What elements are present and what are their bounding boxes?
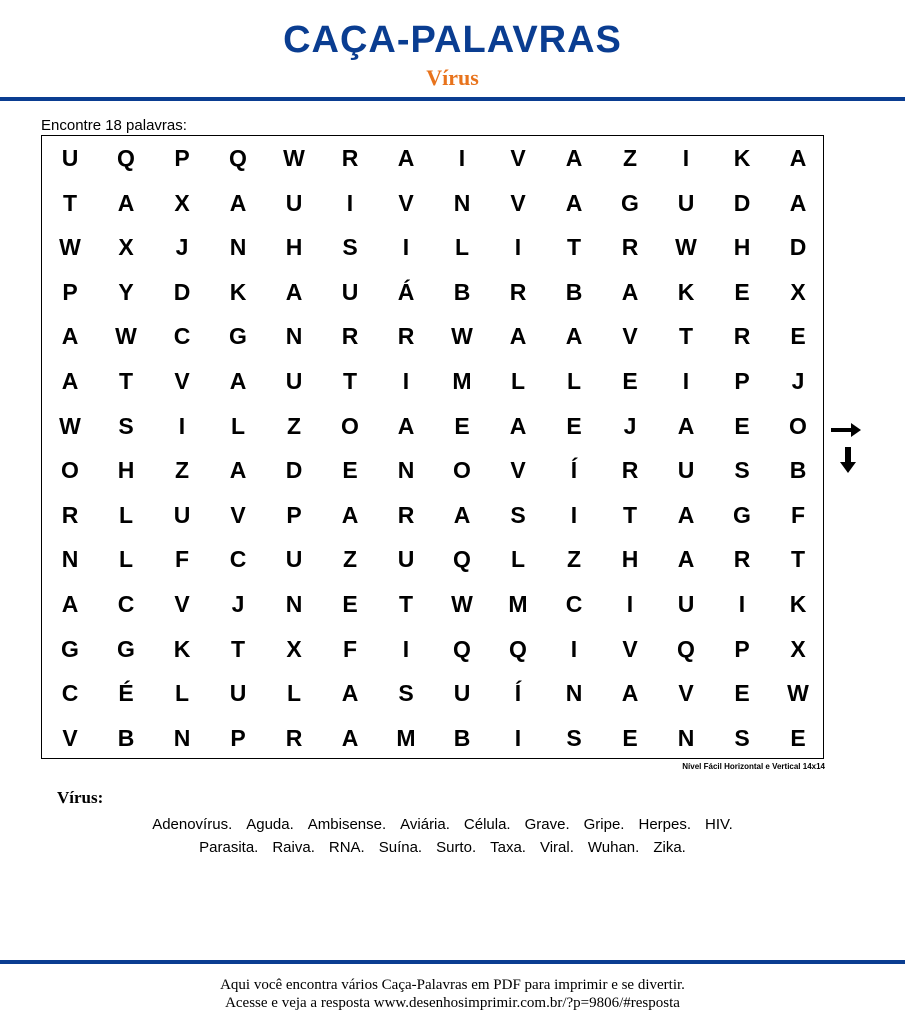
grid-letter: V [174,368,190,394]
grid-letter: X [174,189,190,216]
grid-letter: C [117,591,135,617]
grid-letter: W [115,323,137,350]
grid-letter: H [621,546,639,573]
grid-letter: A [509,323,527,350]
grid-letter: A [565,323,583,350]
grid-letter: E [566,412,582,439]
arrow-down-icon [838,445,858,475]
grid-letter: A [789,189,807,216]
grid-letter: C [173,323,191,350]
grid-letter: I [458,145,466,171]
grid-letter: V [174,591,190,617]
grid-letter: Í [514,680,522,707]
grid-letter: V [230,501,246,528]
word-list-title: Vírus: [57,788,104,807]
grid-letter: T [678,323,694,350]
word-list-item: Ambisense. [307,816,387,833]
grid-letter: L [510,368,526,394]
word-list-item: Gripe. [583,816,625,833]
grid-letter: L [174,680,190,707]
word-list-item: Célula. [463,816,511,833]
word-list-item: Suína. [378,839,423,856]
grid-letter: N [61,546,79,573]
grid-letter: E [454,412,470,439]
word-list-item: Viral. [539,839,574,856]
grid-letter: A [229,368,247,394]
grid-letter: G [117,635,135,662]
grid-letter: I [682,145,690,171]
word-list-item: Parasita. [199,839,259,856]
grid-letter: A [453,501,471,528]
grid-letter: A [341,501,359,528]
grid-letter: E [342,591,358,617]
arrow-right-icon [829,420,863,440]
page-subtitle: Vírus [426,65,479,90]
grid-letter: M [396,724,416,751]
grid-letter: A [61,591,79,617]
grid-letter: L [510,546,526,573]
level-note: Nível Fácil Horizontal e Vertical 14x14 [682,762,825,771]
grid-letter: E [734,278,750,305]
grid-letter: J [623,412,637,439]
grid-letter: C [565,591,583,617]
footer-line-1: Aqui você encontra vários Caça-Palavras em PDF para imprimir e se divertir. [220,977,685,993]
grid-letter: L [454,234,470,261]
grid-letter: O [789,412,807,439]
grid-letter: T [566,234,582,261]
grid-letter: A [677,412,695,439]
grid-letter: G [733,501,751,528]
grid-letter: D [789,234,807,261]
word-list-item: Herpes. [638,816,692,833]
grid-letter: A [229,189,247,216]
grid-letter: Z [174,457,190,484]
grid-letter: W [675,234,697,261]
grid-letter: N [397,457,415,484]
grid-letter: Q [509,635,527,662]
grid-letter: B [453,724,471,751]
grid-letter: M [508,591,528,617]
grid-letter: E [790,724,806,751]
grid-letter: N [173,724,191,751]
grid-letter: E [790,323,806,350]
grid-letter: L [566,368,582,394]
grid-letter: C [61,680,79,707]
grid-letter: A [677,501,695,528]
grid-letter: U [285,546,303,573]
grid-letter: F [342,635,358,662]
grid-letter: W [283,145,305,171]
grid-letter: C [229,546,247,573]
grid-letter: I [738,591,746,617]
grid-letter: R [509,278,527,305]
grid-letter: I [402,635,410,662]
grid-letter: B [453,278,471,305]
grid-letter: F [174,546,190,573]
grid-letter: W [59,412,81,439]
grid-letter: R [341,145,359,171]
grid-letter: Z [566,546,582,573]
grid-letter: Q [229,145,247,171]
grid-letter: I [682,368,690,394]
grid-letter: N [285,591,303,617]
grid-letter: I [570,635,578,662]
grid-letter: K [677,278,695,305]
grid-letter: P [286,501,302,528]
grid-letter: É [118,680,134,707]
grid-letter: U [229,680,247,707]
grid-letter: V [622,323,638,350]
grid-letter: I [514,724,522,751]
grid-letter: W [451,591,473,617]
grid-letter: T [230,635,246,662]
grid-letter: R [733,323,751,350]
word-list-item: Aguda. [246,816,294,833]
grid-letter: U [677,457,695,484]
grid-letter: D [173,278,191,305]
grid-letter: O [61,457,79,484]
grid-letter: O [453,457,471,484]
grid-letter: Z [622,145,638,171]
grid-letter: A [397,412,415,439]
word-list-item: RNA. [328,839,365,856]
grid-letter: Z [286,412,302,439]
grid-letter: K [789,591,807,617]
grid-letter: F [790,501,806,528]
grid-letter: Q [117,145,135,171]
grid-letter: X [790,635,806,662]
grid-letter: Á [397,278,415,305]
grid-letter: X [118,234,134,261]
grid-letter: T [342,368,358,394]
word-search-grid [41,135,824,759]
grid-letter: K [733,145,751,171]
grid-letter: B [565,278,583,305]
grid-letter: T [622,501,638,528]
grid-letter: D [285,457,303,484]
grid-letter: H [733,234,751,261]
word-list-item: Grave. [524,816,570,833]
grid-letter: V [398,189,414,216]
grid-letter: L [286,680,302,707]
grid-letter: N [229,234,247,261]
grid-letter: O [341,412,359,439]
word-list-item: HIV. [705,816,733,833]
grid-letter: G [621,189,639,216]
grid-letter: E [622,724,638,751]
grid-letter: I [570,501,578,528]
grid-letter: X [286,635,302,662]
grid-letter: A [565,145,583,171]
grid-letter: R [285,724,303,751]
grid-letter: A [397,145,415,171]
grid-letter: A [61,323,79,350]
grid-letter: I [626,591,634,617]
grid-letter: R [621,457,639,484]
grid-letter: E [342,457,358,484]
grid-letter: R [397,323,415,350]
grid-letter: L [118,546,134,573]
grid-letter: A [677,546,695,573]
grid-letter: A [285,278,303,305]
word-list-row-2 [0,838,885,858]
grid-letter: R [733,546,751,573]
grid-letter: Y [118,278,134,305]
grid-letter: Q [453,546,471,573]
grid-letter: I [514,234,522,261]
grid-letter: M [452,368,472,394]
footer-line-2: Acesse e veja a resposta www.desenhosimprimir.com.br/?p=9806/#resposta [225,995,680,1011]
grid-letter: A [61,368,79,394]
grid-letter: S [734,457,750,484]
grid-letter: N [285,323,303,350]
top-divider [0,97,905,101]
grid-letter: A [621,278,639,305]
grid-letter: U [453,680,471,707]
grid-letter: A [509,412,527,439]
grid-letter: L [230,412,246,439]
grid-letter: U [341,278,359,305]
grid-letter: X [790,278,806,305]
grid-letter: S [398,680,414,707]
grid-letter: V [510,189,526,216]
grid-letter: J [231,591,245,617]
bottom-divider [0,960,905,964]
grid-letter: I [402,368,410,394]
grid-letter: H [285,234,303,261]
grid-letter: Q [677,635,695,662]
grid-letter: T [398,591,414,617]
grid-letter: V [62,724,78,751]
grid-letter: I [178,412,186,439]
grid-letter: V [510,457,526,484]
grid-letter: Q [453,635,471,662]
grid-letter: E [734,412,750,439]
word-list-item: Raiva. [272,839,315,856]
grid-letter: N [565,680,583,707]
grid-letter: I [402,234,410,261]
grid-letter: U [285,368,303,394]
grid-letter: P [734,368,750,394]
word-list-row-1 [0,815,885,835]
word-list-item: Zika. [653,839,686,856]
word-list-item: Wuhan. [587,839,640,856]
grid-letter: S [566,724,582,751]
grid-letter: T [62,189,78,216]
grid-letter: A [229,457,247,484]
grid-letter: B [117,724,135,751]
grid-letter: A [117,189,135,216]
word-list-item: Adenovírus. [152,816,233,833]
grid-letter: V [678,680,694,707]
grid-letter: U [677,189,695,216]
grid-letter: Í [570,457,578,484]
grid-letter: U [285,189,303,216]
grid-letter: R [341,323,359,350]
grid-letter: N [453,189,471,216]
grid-letter: G [61,635,79,662]
grid-letter: S [510,501,526,528]
grid-letter: S [734,724,750,751]
grid-letter: R [397,501,415,528]
grid-letter: A [341,724,359,751]
grid-letter: U [61,145,79,171]
grid-letter: U [677,591,695,617]
grid-letter: N [677,724,695,751]
word-list-item: Aviária. [400,816,450,833]
grid-letter: B [789,457,807,484]
word-list-item: Taxa. [490,839,526,856]
grid-letter: T [118,368,134,394]
grid-letter: H [117,457,135,484]
grid-letter: A [341,680,359,707]
grid-letter: P [62,278,78,305]
grid-letter: K [173,635,191,662]
page-title: CAÇA-PALAVRAS [283,19,622,61]
grid-letter: A [789,145,807,171]
grid-letter: P [174,145,190,171]
grid-letter: D [733,189,751,216]
grid-letter: P [230,724,246,751]
grid-letter: I [346,189,354,216]
grid-letter: R [621,234,639,261]
word-list-item: Surto. [436,839,477,856]
grid-letter: V [622,635,638,662]
grid-letter: W [59,234,81,261]
grid-letter: S [342,234,358,261]
grid-letter: E [622,368,638,394]
grid-letter: P [734,635,750,662]
grid-letter: E [734,680,750,707]
grid-letter: K [229,278,247,305]
grid-letter: V [510,145,526,171]
grid-letter: U [397,546,415,573]
grid-letter: T [790,546,806,573]
grid-letter: S [118,412,134,439]
grid-letter: A [621,680,639,707]
grid-letter: J [175,234,189,261]
grid-letter: U [173,501,191,528]
grid-letter: L [118,501,134,528]
grid-letter: A [565,189,583,216]
grid-letter: J [791,368,805,394]
instructions: Encontre 18 palavras: [41,117,187,134]
grid-letter: G [229,323,247,350]
grid-letter: W [451,323,473,350]
grid-letter: Z [342,546,358,573]
grid-letter: R [61,501,79,528]
grid-letter: W [787,680,809,707]
